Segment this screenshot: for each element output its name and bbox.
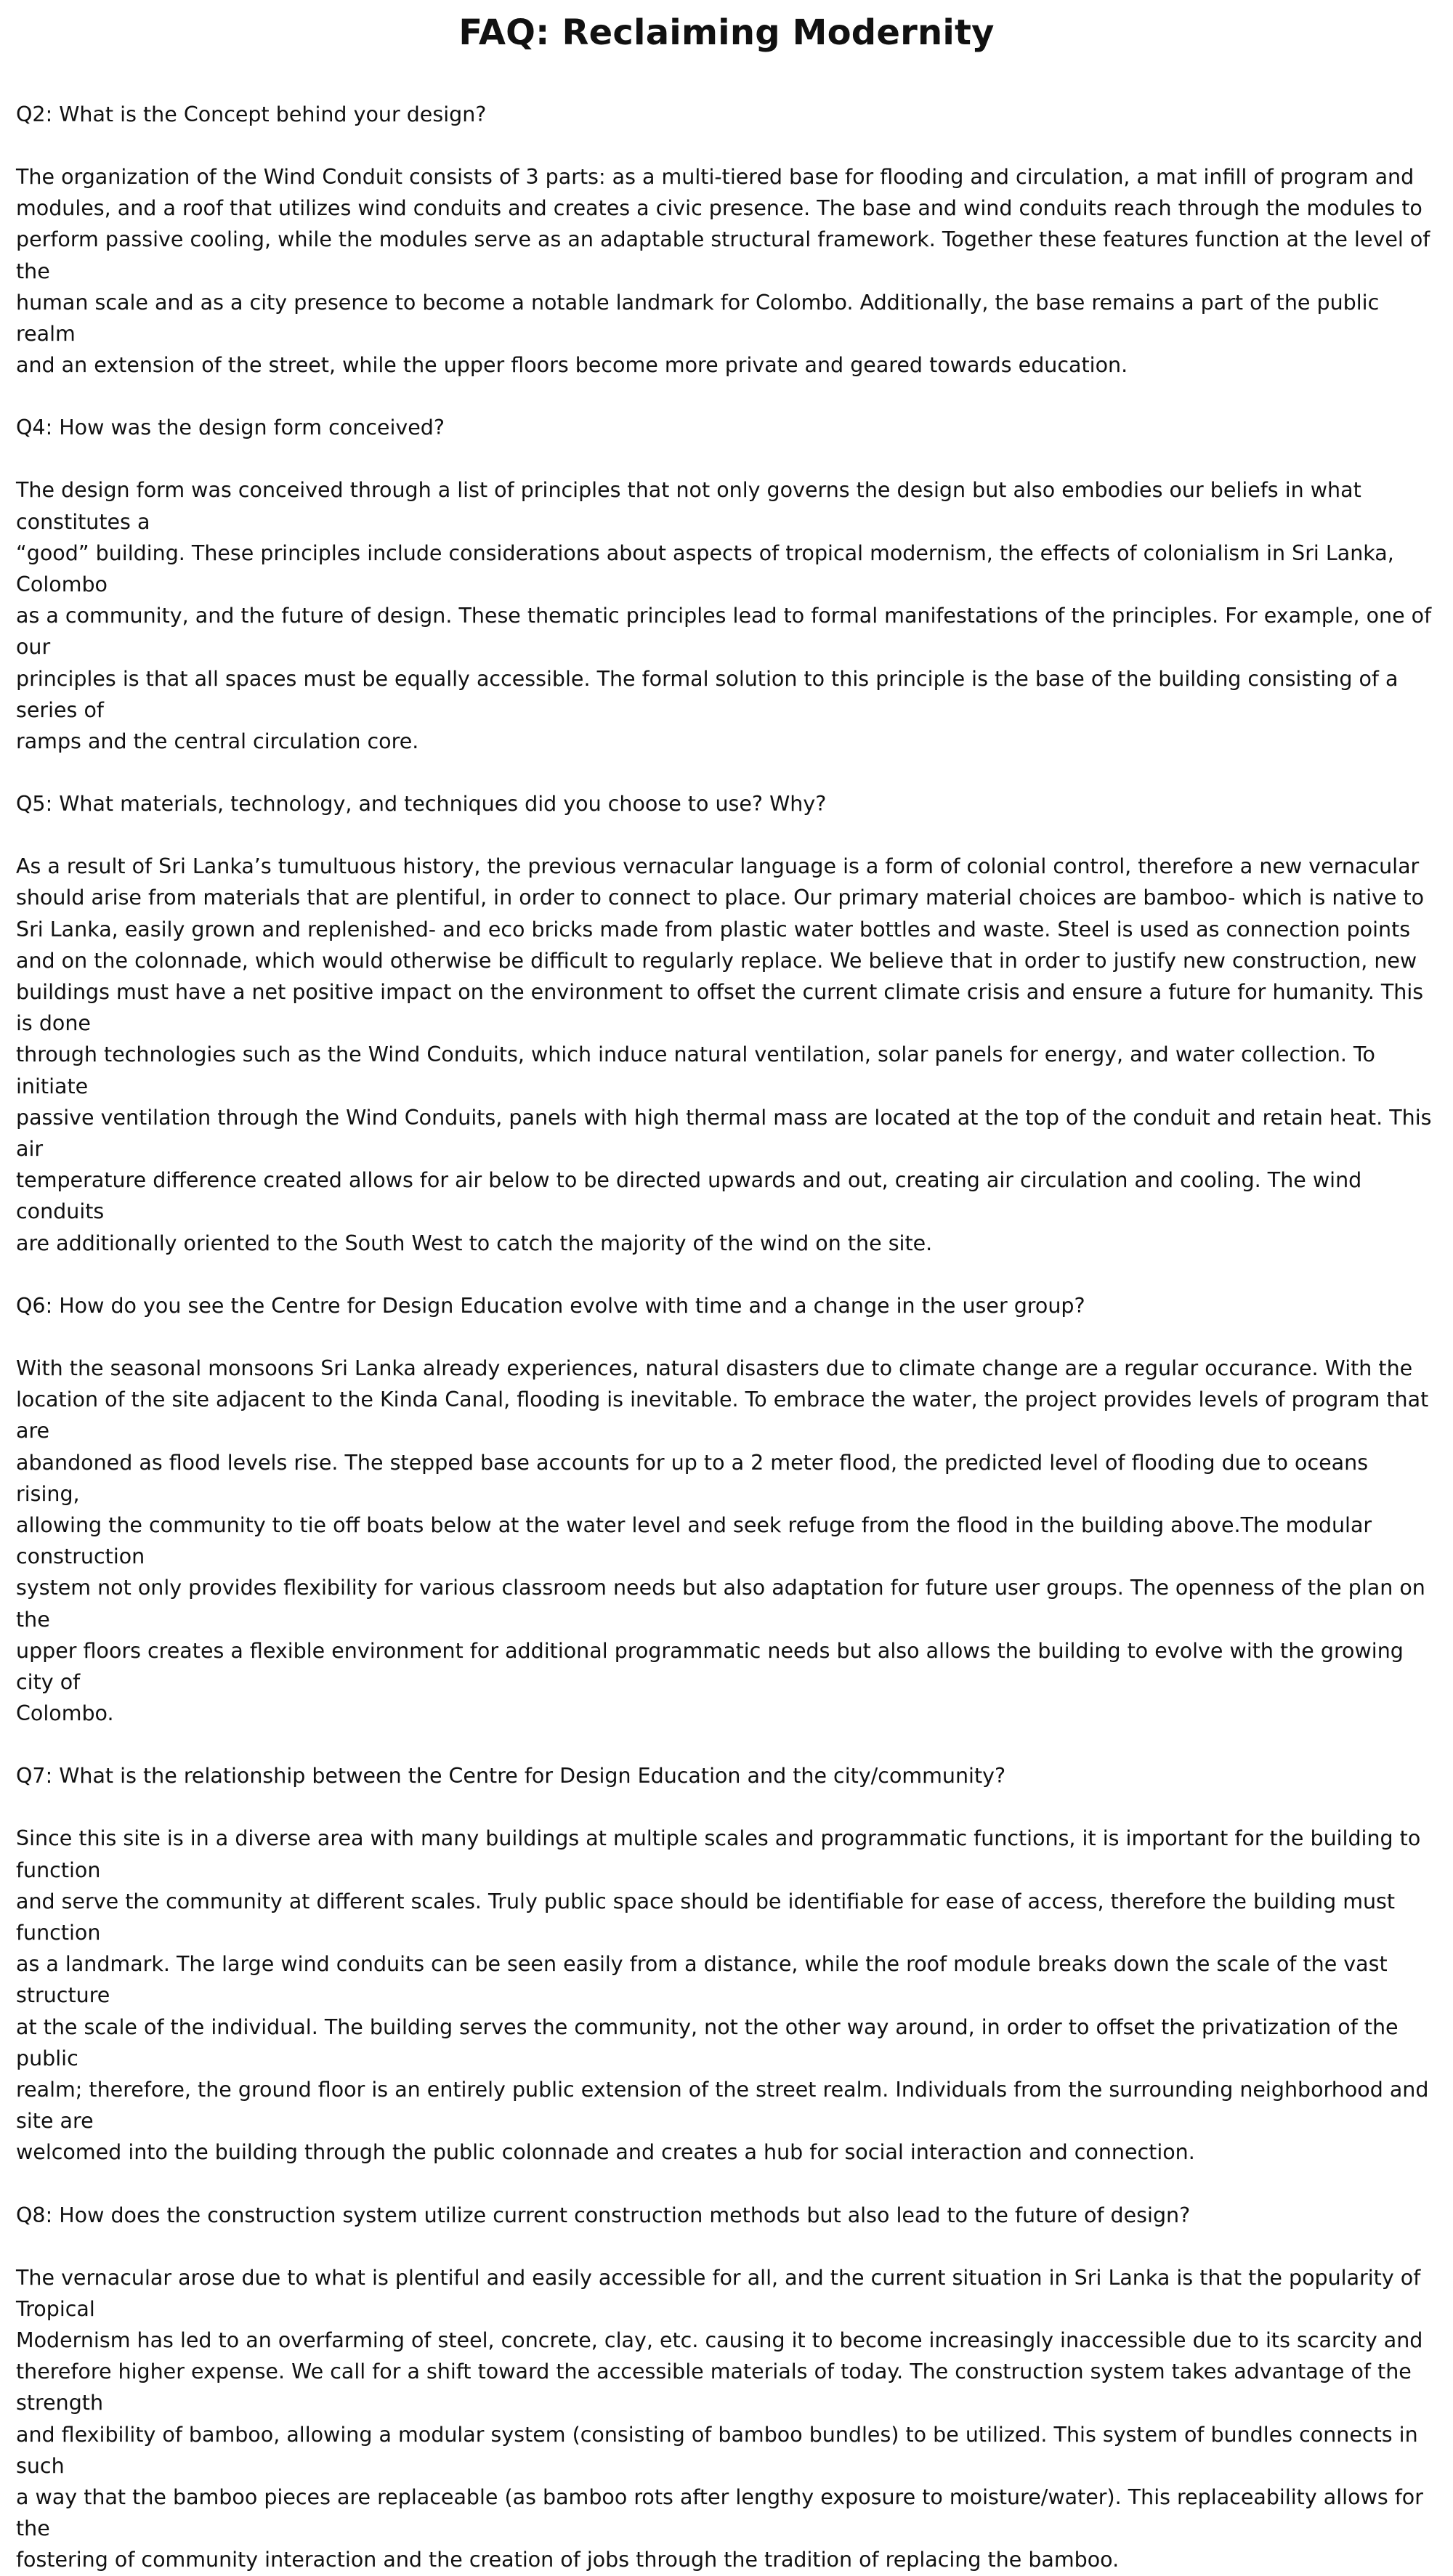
faq-question: Q2: What is the Concept behind your design? bbox=[16, 102, 487, 126]
faq-question: Q7: What is the relationship between the Centre for Design Education and the city/community? bbox=[16, 1764, 1006, 1789]
faq-item-q6 bbox=[16, 1290, 1437, 1729]
faq-answer: The design form was conceived through a list of principles that not only governs the design but also embodies our beliefs in what constitutes a “good” building. These principles include considerations about aspects of tropical modernism, the effects of colonialism in Sri Lanka, Colombo as a community, and the future of design. These thematic principles lead to formal manifestations of the principles. For example, one of our principles is that all spaces must be equally accessible. The formal solution to this principle is the base of the building consisting of a series of ramps and the central circulation core. bbox=[16, 478, 1432, 754]
faq-item-q5 bbox=[16, 788, 1437, 1259]
faq-list bbox=[16, 99, 1437, 2576]
faq-answer: With the seasonal monsoons Sri Lanka already experiences, natural disasters due to climate change are a regular occurance. With the location of the site adjacent to the Kinda Canal, flooding is inevitable. To embrace the water, the project provides levels of program that are abandoned as flood levels rise. The stepped base accounts for up to a 2 meter flood, the predicted level of flooding due to oceans rising, allowing the community to tie off boats below at the water level and seek refuge from the flood in the building above.The modular construction system not only provides flexibility for various classroom needs but also adaptation for future user groups. The openness of the plan on the upper floors creates a flexible environment for additional programmatic needs but also allows the building to evolve with the growing city of Colombo. bbox=[16, 1356, 1429, 1726]
faq-item-q7 bbox=[16, 1760, 1437, 2168]
page-title: FAQ: Reclaiming Modernity bbox=[458, 12, 995, 53]
faq-answer: The vernacular arose due to what is plentiful and easily accessible for all, and the current situation in Sri Lanka is that the popularity of Tropical Modernism has led to an overfarming of steel, concrete, clay, etc. causing it to become increasingly inaccessible due to its scarcity and therefore higher expense. We call for a shift toward the accessible materials of today. The construction system takes advantage of the strength and flexibility of bamboo, allowing a modular system (consisting of bamboo bundles) to be utilized. This system of bundles connects in such a way that the bamboo pieces are replaceable (as bamboo rots after lengthy exposure to moisture/water). This replaceability allows for the fostering of community interaction and the creation of jobs through the tradition of replacing the bamboo. bbox=[16, 2265, 1423, 2572]
faq-item-q2 bbox=[16, 99, 1437, 381]
faq-answer: The organization of the Wind Conduit consists of 3 parts: as a multi-tiered base for flooding and circulation, a mat infill of program and modules, and a roof that utilizes wind conduits and creates a civic presence. The base and wind conduits reach through the modules to perform passive cooling, while the modules serve as an adaptable structural framework. Together these features function at the level of the human scale and as a city presence to become a notable landmark for Colombo. Additionally, the base remains a part of the public realm and an extension of the street, while the upper floors become more private and geared towards education. bbox=[16, 165, 1430, 378]
faq-question: Q8: How does the construction system utilize current construction methods but also lead to the future of design? bbox=[16, 2203, 1191, 2227]
faq-item-q4 bbox=[16, 412, 1437, 757]
faq-answer: As a result of Sri Lanka’s tumultuous history, the previous vernacular language is a form of colonial control, therefore a new vernacular should arise from materials that are plentiful, in order to connect to place. Our primary material choices are bamboo- which is native to Sri Lanka, easily grown and replenished- and eco bricks made from plastic water bottles and waste. Steel is used as connection points and on the colonnade, which would otherwise be difficult to regularly replace. We believe that in order to justify new construction, new buildings must have a net positive impact on the environment to offset the current climate crisis and ensure a future for humanity. This is done through technologies such as the Wind Conduits, which induce natural ventilation, solar panels for energy, and water collection. To initiate passive ventilation through the Wind Conduits, panels with high thermal mass are located at the top of the conduit and retain heat. This air temperature difference created allows for air below to be directed upwards and out, creating air circulation and cooling. The wind conduits are additionally oriented to the South West to catch the majority of the wind on the site. bbox=[16, 854, 1432, 1255]
faq-question: Q4: How was the design form conceived? bbox=[16, 416, 445, 440]
faq-answer: Since this site is in a diverse area with many buildings at multiple scales and programmatic functions, it is important for the building to function and serve the community at different scales. Truly public space should be identifiable for ease of access, therefore the building must function as a landmark. The large wind conduits can be seen easily from a distance, while the roof module breaks down the scale of the vast structure at the scale of the individual. The building serves the community, not the other way around, in order to offset the privatization of the public realm; therefore, the ground floor is an entirely public extension of the street realm. Individuals from the surrounding neighborhood and site are welcomed into the building through the public colonnade and creates a hub for social interaction and connection. bbox=[16, 1826, 1429, 2165]
faq-question: Q5: What materials, technology, and techniques did you choose to use? Why? bbox=[16, 792, 827, 817]
faq-question: Q6: How do you see the Centre for Design Education evolve with time and a change in the user group? bbox=[16, 1293, 1085, 1318]
faq-item-q8 bbox=[16, 2200, 1437, 2576]
